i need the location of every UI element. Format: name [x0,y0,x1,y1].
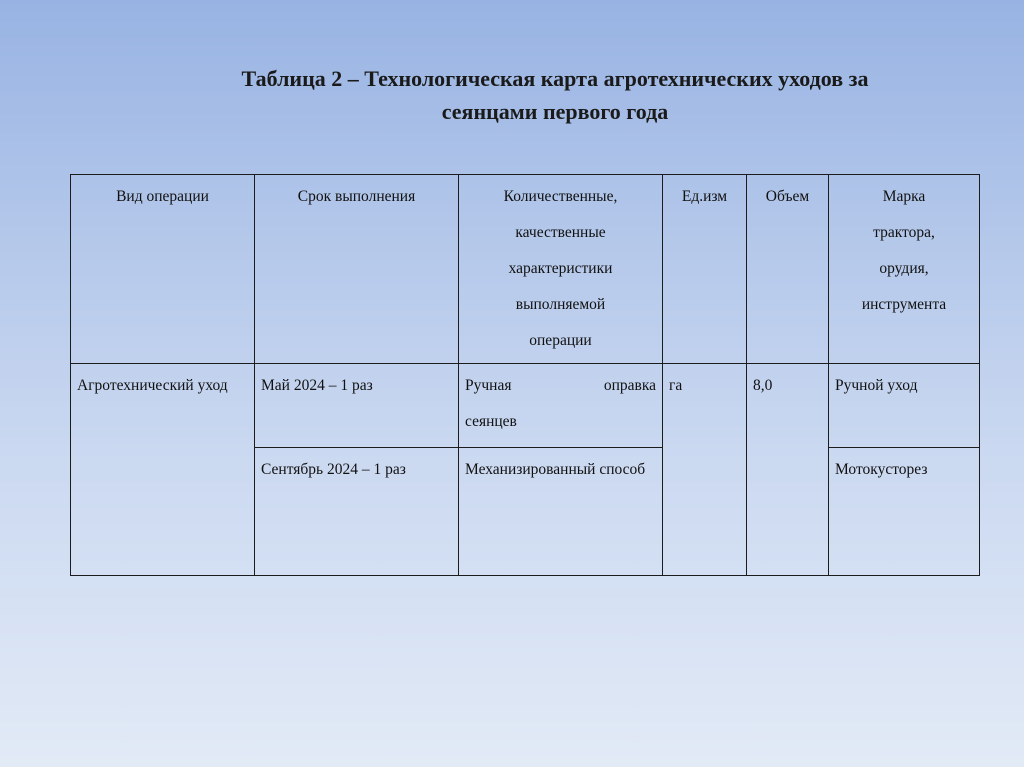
cell-equipment: Мотокусторез [829,448,980,576]
cell-term: Май 2024 – 1 раз [255,364,459,448]
header-term: Срок выполнения [255,175,459,364]
cell-characteristics [459,364,663,448]
table-header-row [71,175,980,364]
header-equipment-line: инструмента [861,296,947,313]
cell-unit: га [663,364,747,576]
header-equipment [829,175,980,364]
header-equipment-line: Марка [882,188,926,205]
header-characteristics-line: качественные [515,224,606,241]
cell-operation: Агротехнический уход [71,364,255,576]
header-characteristics [459,175,663,364]
header-characteristics-line: Количественные, [503,188,618,205]
cell-equipment: Ручной уход [829,364,980,448]
header-characteristics-line: выполняемой [515,296,606,313]
table-row [71,364,980,448]
header-equipment-line: трактора, [873,224,935,241]
header-equipment-line: орудия, [879,260,929,277]
title-line-2: сеянцами первого года [441,99,669,124]
cell-characteristics-line: сеянцев [465,413,517,430]
title-line-1: Таблица 2 – Технологическая карта агротехнических уходов за [241,66,869,91]
cell-volume: 8,0 [747,364,829,576]
header-unit: Ед.изм [663,175,747,364]
cell-term: Сентябрь 2024 – 1 раз [255,448,459,576]
header-operation: Вид операции [71,175,255,364]
page-title [100,62,1010,128]
cell-characteristics-line: Ручная оправка [465,377,656,394]
header-characteristics-line: характеристики [508,260,613,277]
cell-characteristics: Механизированный способ [459,448,663,576]
header-characteristics-line: операции [529,332,592,349]
header-volume: Объем [747,175,829,364]
technology-table [70,174,980,576]
